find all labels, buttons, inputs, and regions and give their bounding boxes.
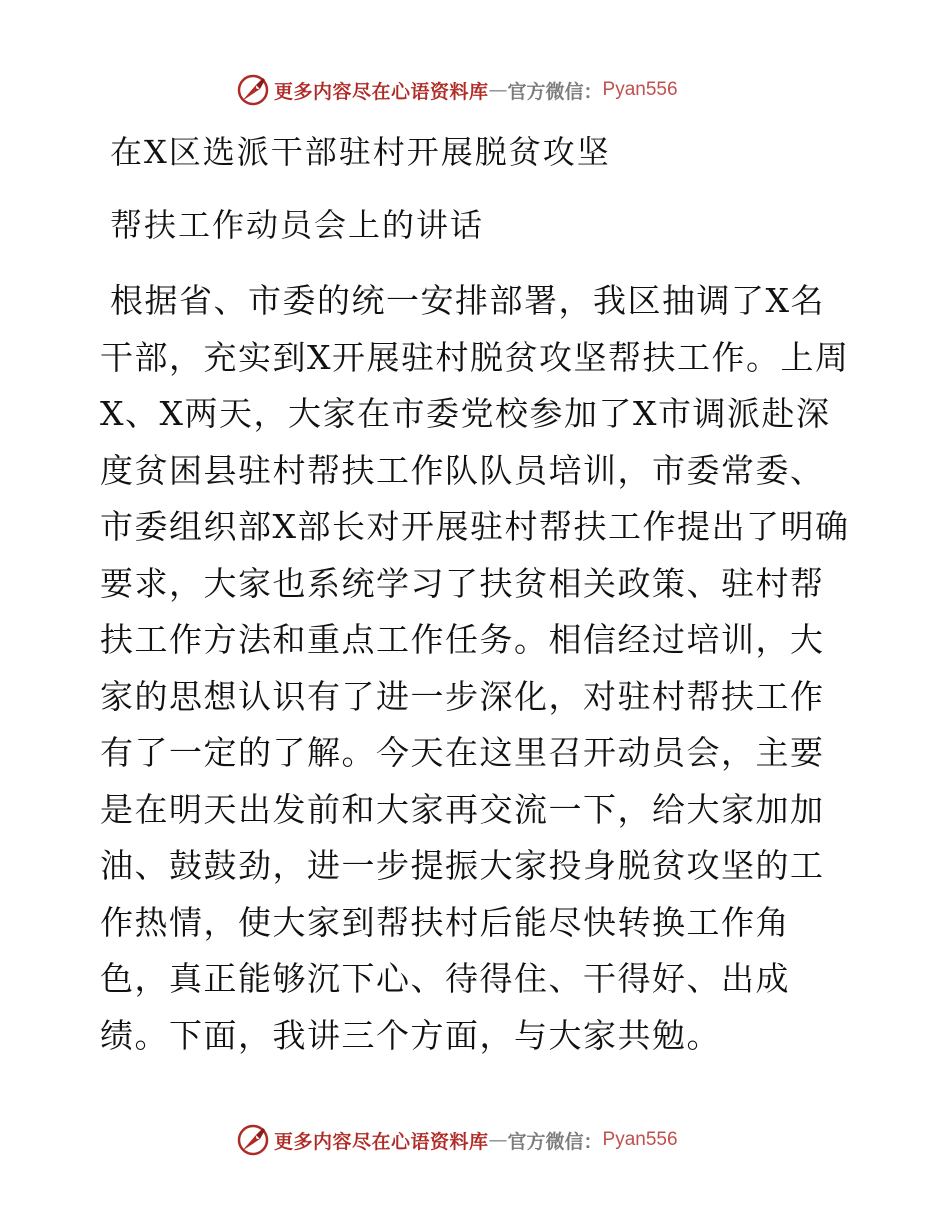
watermark-footer — [236, 1122, 678, 1158]
watermark-header — [236, 72, 678, 108]
body-paragraph: 根据省、市委的统一安排部署，我区抽调了X名干部，充实到X开展驻村脱贫攻坚帮扶工作。上周X、X两天，大家在市委党校参加了X市调派赴深度贫困县驻村帮扶工作队队员培训，市委常委、市委组织部X部长对开展驻村帮扶工作提出了明确要求，大家也系统学习了扶贫相关政策、驻村帮扶工作方法和重点工作任务。相信经过培训，大家的思想认识有了进一步深化，对驻村帮扶工作有了一定的了解。今天在这里召开动员会，主要是在明天出发前和大家再交流一下，给大家加加油、鼓鼓劲，进一步提振大家投身脱贫攻坚的工作热情，使大家到帮扶村后能尽快转换工作角色，真正能够沉下心、待得住、干得好、出成绩。下面，我讲三个方面，与大家共勉。 — [100, 281, 850, 1055]
watermark-main-text: 更多内容尽在心语资料库 — [274, 80, 489, 103]
document-title-line-1: 在X区选派干部驻村开展脱贫攻坚 — [110, 133, 611, 171]
watermark-main-text: 更多内容尽在心语资料库 — [274, 1130, 489, 1153]
watermark-dash: — — [488, 1129, 508, 1151]
watermark-wechat-id: Pyan556 — [602, 79, 678, 100]
pen-nib-logo-icon — [236, 73, 270, 107]
watermark-wechat-id: Pyan556 — [602, 1129, 678, 1150]
watermark-label: 官方微信： — [507, 80, 603, 103]
watermark-dash: — — [488, 79, 508, 101]
document-title-line-2: 帮扶工作动员会上的讲话 — [110, 206, 485, 244]
pen-nib-logo-icon — [236, 1123, 270, 1157]
watermark-label: 官方微信： — [507, 1130, 603, 1153]
